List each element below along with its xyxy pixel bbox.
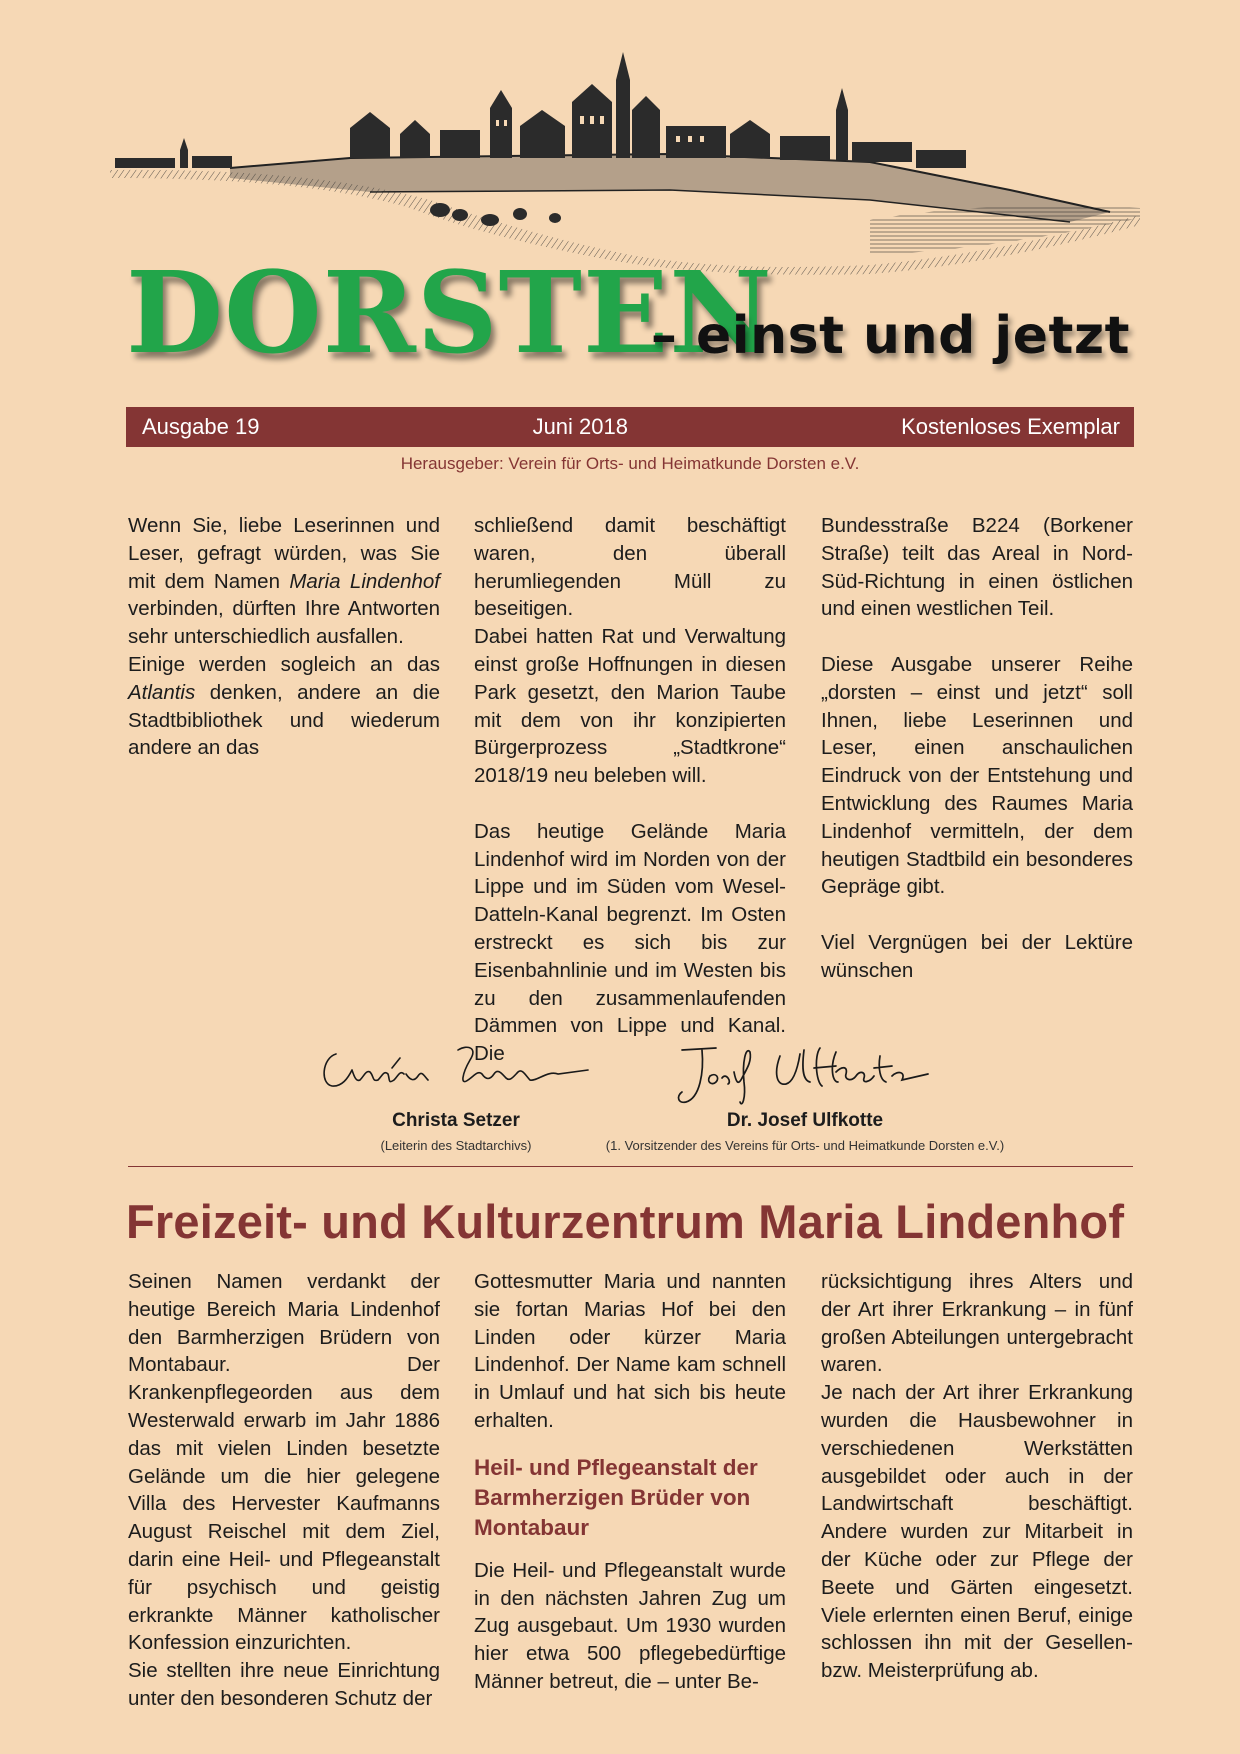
article-paragraph: Gottesmutter Maria und nannten sie fortan Marias Hof bei den Linden oder kürzer Maria Lindenhof. Der Name kam schnell in Umlauf und hat sich bis heute erhalten. — [474, 1270, 786, 1432]
article-paragraph: Die Heil- und Pflegeanstalt wurde in den nächsten Jahren Zug um Zug ausgebaut. Um 1930 wurden hier etwa 500 pflegebedürftige Männer betreut, die – unter Be- — [474, 1558, 786, 1693]
publisher-line: Herausgeber: Verein für Orts- und Heimatkunde Dorsten e.V. — [400, 454, 860, 473]
dorsten-logo: DORSTEN — [126, 248, 773, 379]
article-paragraph: rücksichtigung ihres Alters und der Art ihrer Erkrankung – in fünf großen Abteilungen untergebracht waren. — [821, 1270, 1133, 1377]
signer-name: Christa Setzer — [392, 1110, 520, 1131]
free-copy-note: Kostenloses Exemplar — [901, 414, 1120, 439]
section-divider — [128, 1166, 1133, 1167]
intro-paragraph: Diese Ausgabe unserer Reihe „dorsten – einst und jetzt“ soll Ihnen, liebe Leserinnen und Leser, einen anschaulichen Eindruck von der Entstehung und Entwicklung des Raumes Maria Lindenhof vermitteln, der dem heutigen Stadtbild ein besonderes Gepräge gibt. — [821, 652, 1133, 899]
signature-block-ulfkotte — [580, 1110, 1030, 1153]
article-column-1 — [128, 1268, 440, 1713]
issue-date: Juni 2018 — [532, 414, 628, 439]
issue-band — [126, 407, 1134, 447]
signature-christa-setzer — [318, 1040, 608, 1102]
town-engraving — [110, 50, 1140, 275]
intro-column-3 — [821, 512, 1133, 985]
signature-josef-ulfkotte — [676, 1042, 938, 1112]
issue-number: Ausgabe 19 — [142, 414, 260, 439]
signature-block-setzer — [336, 1110, 576, 1153]
article-headline: Freizeit- und Kulturzentrum Maria Lindenhof — [126, 1195, 1125, 1248]
masthead-subtitle: – einst und jetzt — [650, 306, 1130, 366]
masthead — [126, 248, 1136, 388]
intro-paragraph: Viel Vergnügen bei der Lektüre wünschen — [821, 930, 1133, 982]
article-column-2 — [474, 1268, 786, 1696]
intro-paragraph: schließend damit beschäftigt waren, den überall herumliegenden Müll zu beseitigen. — [474, 514, 786, 621]
signer-role: (1. Vorsitzender des Vereins für Orts- und Heimatkunde Dorsten e.V.) — [605, 1138, 1005, 1153]
intro-paragraph: Wenn Sie, liebe Leserinnen und Leser, gefragt würden, was Sie mit dem Namen Maria Lindenhof verbinden, dürften Ihre Antworten sehr unterschiedlich ausfallen. — [128, 514, 440, 649]
intro-paragraph: Einige werden sogleich an das Atlantis denken, andere an die Stadtbibliothek und wiederum andere an das — [128, 652, 440, 760]
signer-name: Dr. Josef Ulfkotte — [726, 1110, 884, 1131]
intro-column-1 — [128, 512, 440, 762]
article-column-3 — [821, 1268, 1133, 1685]
intro-paragraph: Bundesstraße B224 (Borkener Straße) teilt das Areal in Nord-Süd-Richtung in einen östlichen und einen westlichen Teil. — [821, 514, 1133, 621]
article-paragraph: Sie stellten ihre neue Einrichtung unter den besonderen Schutz der — [128, 1659, 440, 1710]
intro-paragraph: Das heutige Gelände Maria Lindenhof wird im Norden von der Lippe und im Süden vom Wesel-Datteln-Kanal begrenzt. Im Osten erstreckt es sich bis zur Eisenbahnlinie und im Westen bis zu den zusammenlaufenden Dämmen von Lippe und Kanal. Die — [474, 819, 786, 1066]
article-paragraph: Je nach der Art ihrer Erkrankung wurden die Hausbewohner in verschiedenen Werkstätten ausgebildet oder auch in der Landwirtschaft beschäftigt. Andere wurden zur Mitarbeit in der Küche oder zur Pflege der Beete und Gärten eingesetzt. Viele erlernten einen Beruf, einige schlossen ihn mit der Gesellen- bzw. Meisterprüfung ab. — [821, 1381, 1133, 1683]
intro-paragraph: Dabei hatten Rat und Verwaltung einst große Hoffnungen in diesen Park gesetzt, den Marion Taube mit dem von ihr konzipierten Bürgerprozess „Stadtkrone“ 2018/19 neu beleben will. — [474, 625, 786, 788]
intro-column-2 — [474, 512, 786, 1068]
article-subheading: Heil- und Pflegeanstalt der Barmherzigen Brüder von Montabaur — [474, 1454, 758, 1540]
article-paragraph: Seinen Namen verdankt der heutige Bereich Maria Lindenhof den Barmherzigen Brüdern von Montabaur. Der Krankenpflegeorden aus dem Westerwald erwarb im Jahr 1886 das mit vielen Linden besetzte Gelände um die hier gelegene Villa des Hervester Kaufmanns August Reischel mit dem Ziel, darin eine Heil- und Pflegeanstalt für psychisch und geistig erkrankte Männer katholischer Konfession einzurichten. — [128, 1270, 440, 1655]
signer-role: (Leiterin des Stadtarchivs) — [380, 1138, 532, 1153]
